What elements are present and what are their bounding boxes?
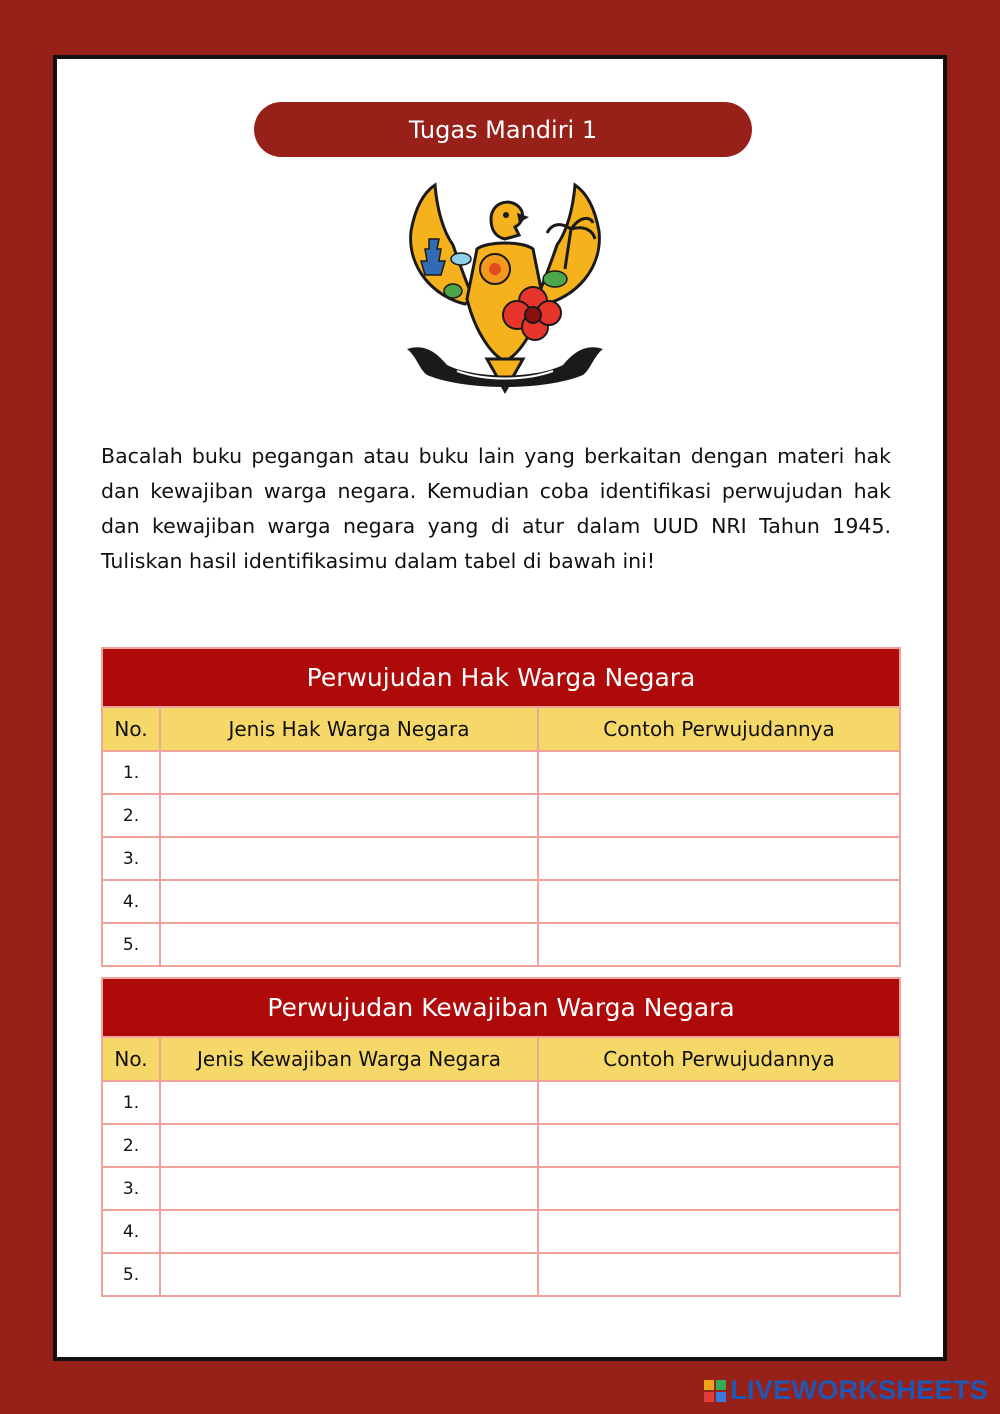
obligation-type-input-cell[interactable]: [160, 1210, 538, 1253]
table-row: [102, 1210, 900, 1253]
obligation-type-input-cell[interactable]: [160, 1253, 538, 1296]
row-number: 3.: [102, 1167, 160, 1210]
example-input-cell[interactable]: [538, 837, 900, 880]
table-row: [102, 1253, 900, 1296]
table-row: [102, 1167, 900, 1210]
right-type-input-cell[interactable]: [160, 794, 538, 837]
obligations-table: [101, 977, 901, 1297]
example-input-cell[interactable]: [538, 923, 900, 966]
right-type-input-cell[interactable]: [160, 837, 538, 880]
column-header-right-type: Jenis Hak Warga Negara: [160, 707, 538, 751]
table-row: [102, 751, 900, 794]
table-row: [102, 1124, 900, 1167]
column-header-number: No.: [102, 1037, 160, 1081]
worksheet-sheet: [53, 55, 947, 1361]
example-input-cell[interactable]: [538, 1253, 900, 1296]
row-number: 1.: [102, 1081, 160, 1124]
table-row: [102, 880, 900, 923]
liveworksheets-logo-icon: [704, 1380, 726, 1402]
row-number: 2.: [102, 1124, 160, 1167]
example-input-cell[interactable]: [538, 1167, 900, 1210]
example-input-cell[interactable]: [538, 880, 900, 923]
rights-table: [101, 647, 901, 967]
brand-name: LIVEWORKSHEETS: [730, 1375, 988, 1405]
obligation-type-input-cell[interactable]: [160, 1081, 538, 1124]
row-number: 4.: [102, 1210, 160, 1253]
column-header-obligation-type: Jenis Kewajiban Warga Negara: [160, 1037, 538, 1081]
obligation-type-input-cell[interactable]: [160, 1167, 538, 1210]
obligation-type-input-cell[interactable]: [160, 1124, 538, 1167]
example-input-cell[interactable]: [538, 1124, 900, 1167]
row-number: 5.: [102, 923, 160, 966]
column-header-example: Contoh Perwujudannya: [538, 707, 900, 751]
row-number: 1.: [102, 751, 160, 794]
column-header-number: No.: [102, 707, 160, 751]
page-title: Tugas Mandiri 1: [254, 102, 752, 157]
row-number: 3.: [102, 837, 160, 880]
example-input-cell[interactable]: [538, 1081, 900, 1124]
rights-table-title: Perwujudan Hak Warga Negara: [102, 648, 900, 707]
column-header-example: Contoh Perwujudannya: [538, 1037, 900, 1081]
row-number: 4.: [102, 880, 160, 923]
example-input-cell[interactable]: [538, 1210, 900, 1253]
row-number: 5.: [102, 1253, 160, 1296]
right-type-input-cell[interactable]: [160, 880, 538, 923]
row-number: 2.: [102, 794, 160, 837]
table-row: [102, 1081, 900, 1124]
garuda-emblem-icon: [395, 179, 615, 419]
liveworksheets-brand[interactable]: [704, 1375, 988, 1406]
table-row: [102, 837, 900, 880]
right-type-input-cell[interactable]: [160, 923, 538, 966]
table-row: [102, 923, 900, 966]
example-input-cell[interactable]: [538, 794, 900, 837]
example-input-cell[interactable]: [538, 751, 900, 794]
instructions-text: Bacalah buku pegangan atau buku lain yang berkaitan dengan materi hak dan kewajiban warga negara. Kemudian coba identifikasi perwujudan hak dan kewajiban warga negara yang di atur dalam UUD NRI Tahun 1945. Tuliskan hasil identifikasimu dalam tabel di bawah ini!: [101, 444, 891, 573]
obligations-table-title: Perwujudan Kewajiban Warga Negara: [102, 978, 900, 1037]
right-type-input-cell[interactable]: [160, 751, 538, 794]
table-row: [102, 794, 900, 837]
